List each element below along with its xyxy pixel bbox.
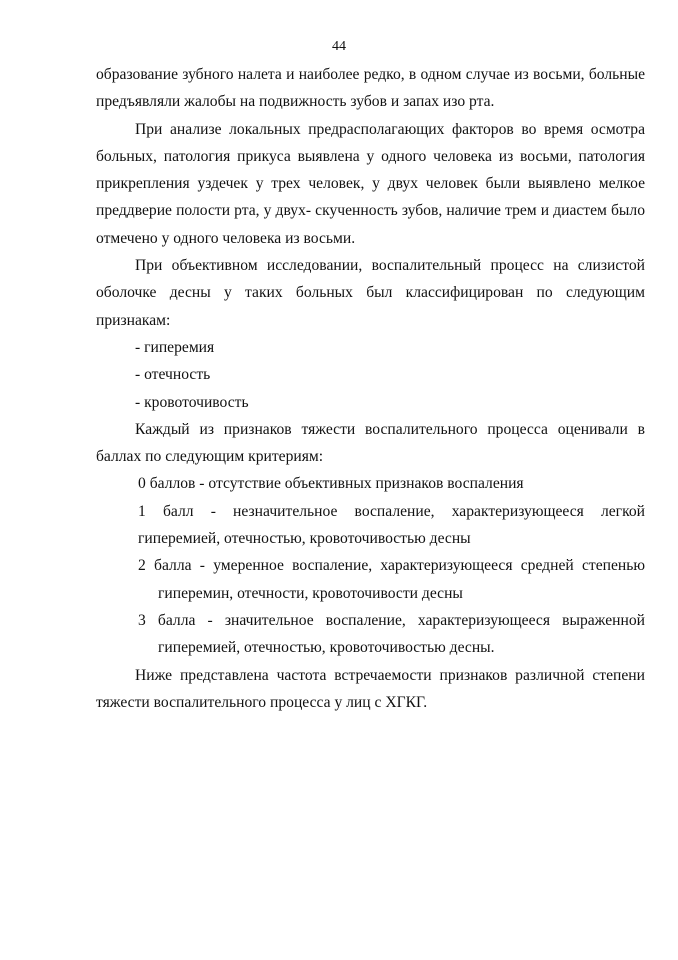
body-text [96,61,645,716]
sign-item-edema: - отечность [135,366,211,384]
criterion-item-2: 2 балла - умеренное воспаление, характеризующееся средней степенью гиперемин, отечности, кровоточивости десны [138,557,645,602]
criterion-item-3: 3 балла - значительное воспаление, характеризующееся выраженной гиперемией, отечностью, кровоточивостью десны. [138,611,645,657]
sign-item-hyperemia: - гиперемия [135,338,215,356]
criterion-item-1-text: 1 балл - незначительное воспаление, характеризующееся легкой гиперемией, отечностью, кровоточивостью десны [138,502,645,548]
criterion-item-0: 0 баллов - отсутствие объективных признаков воспаления [138,475,524,493]
paragraph-complaints-end: образование зубного налета и наиболее редко, в одном случае из восьми, больные предъявляли жалобы на подвижность зубов и запах изо рта. [96,66,645,111]
paragraph-frequency-intro: Ниже представлена частота встречаемости признаков различной степени тяжести воспалительного процесса у лиц с ХГКГ. [96,666,645,711]
paragraph-objective-exam: При объективном исследовании, воспалительный процесс на слизистой оболочке десны у таких больных был классифицирован по следующим признакам: [96,257,645,329]
sign-item-bleeding: - кровоточивость [135,393,249,411]
paragraph-scoring-intro: Каждый из признаков тяжести воспалительного процесса оценивали в баллах по следующим критериям: [96,420,645,466]
page-number: 44 [332,39,346,54]
paragraph-local-factors: При анализе локальных предрасполагающих факторов во время осмотра больных, патология прикуса выявлена у одного человека из восьми, патология прикрепления уздечек у трех человек, у двух человек были выявлено мелкое преддверие полости рта, у двух- скученность зубов, наличие трем и диастем было отмечено у одного человека из восьми. [96,120,645,247]
criterion-item-1 [96,498,645,553]
